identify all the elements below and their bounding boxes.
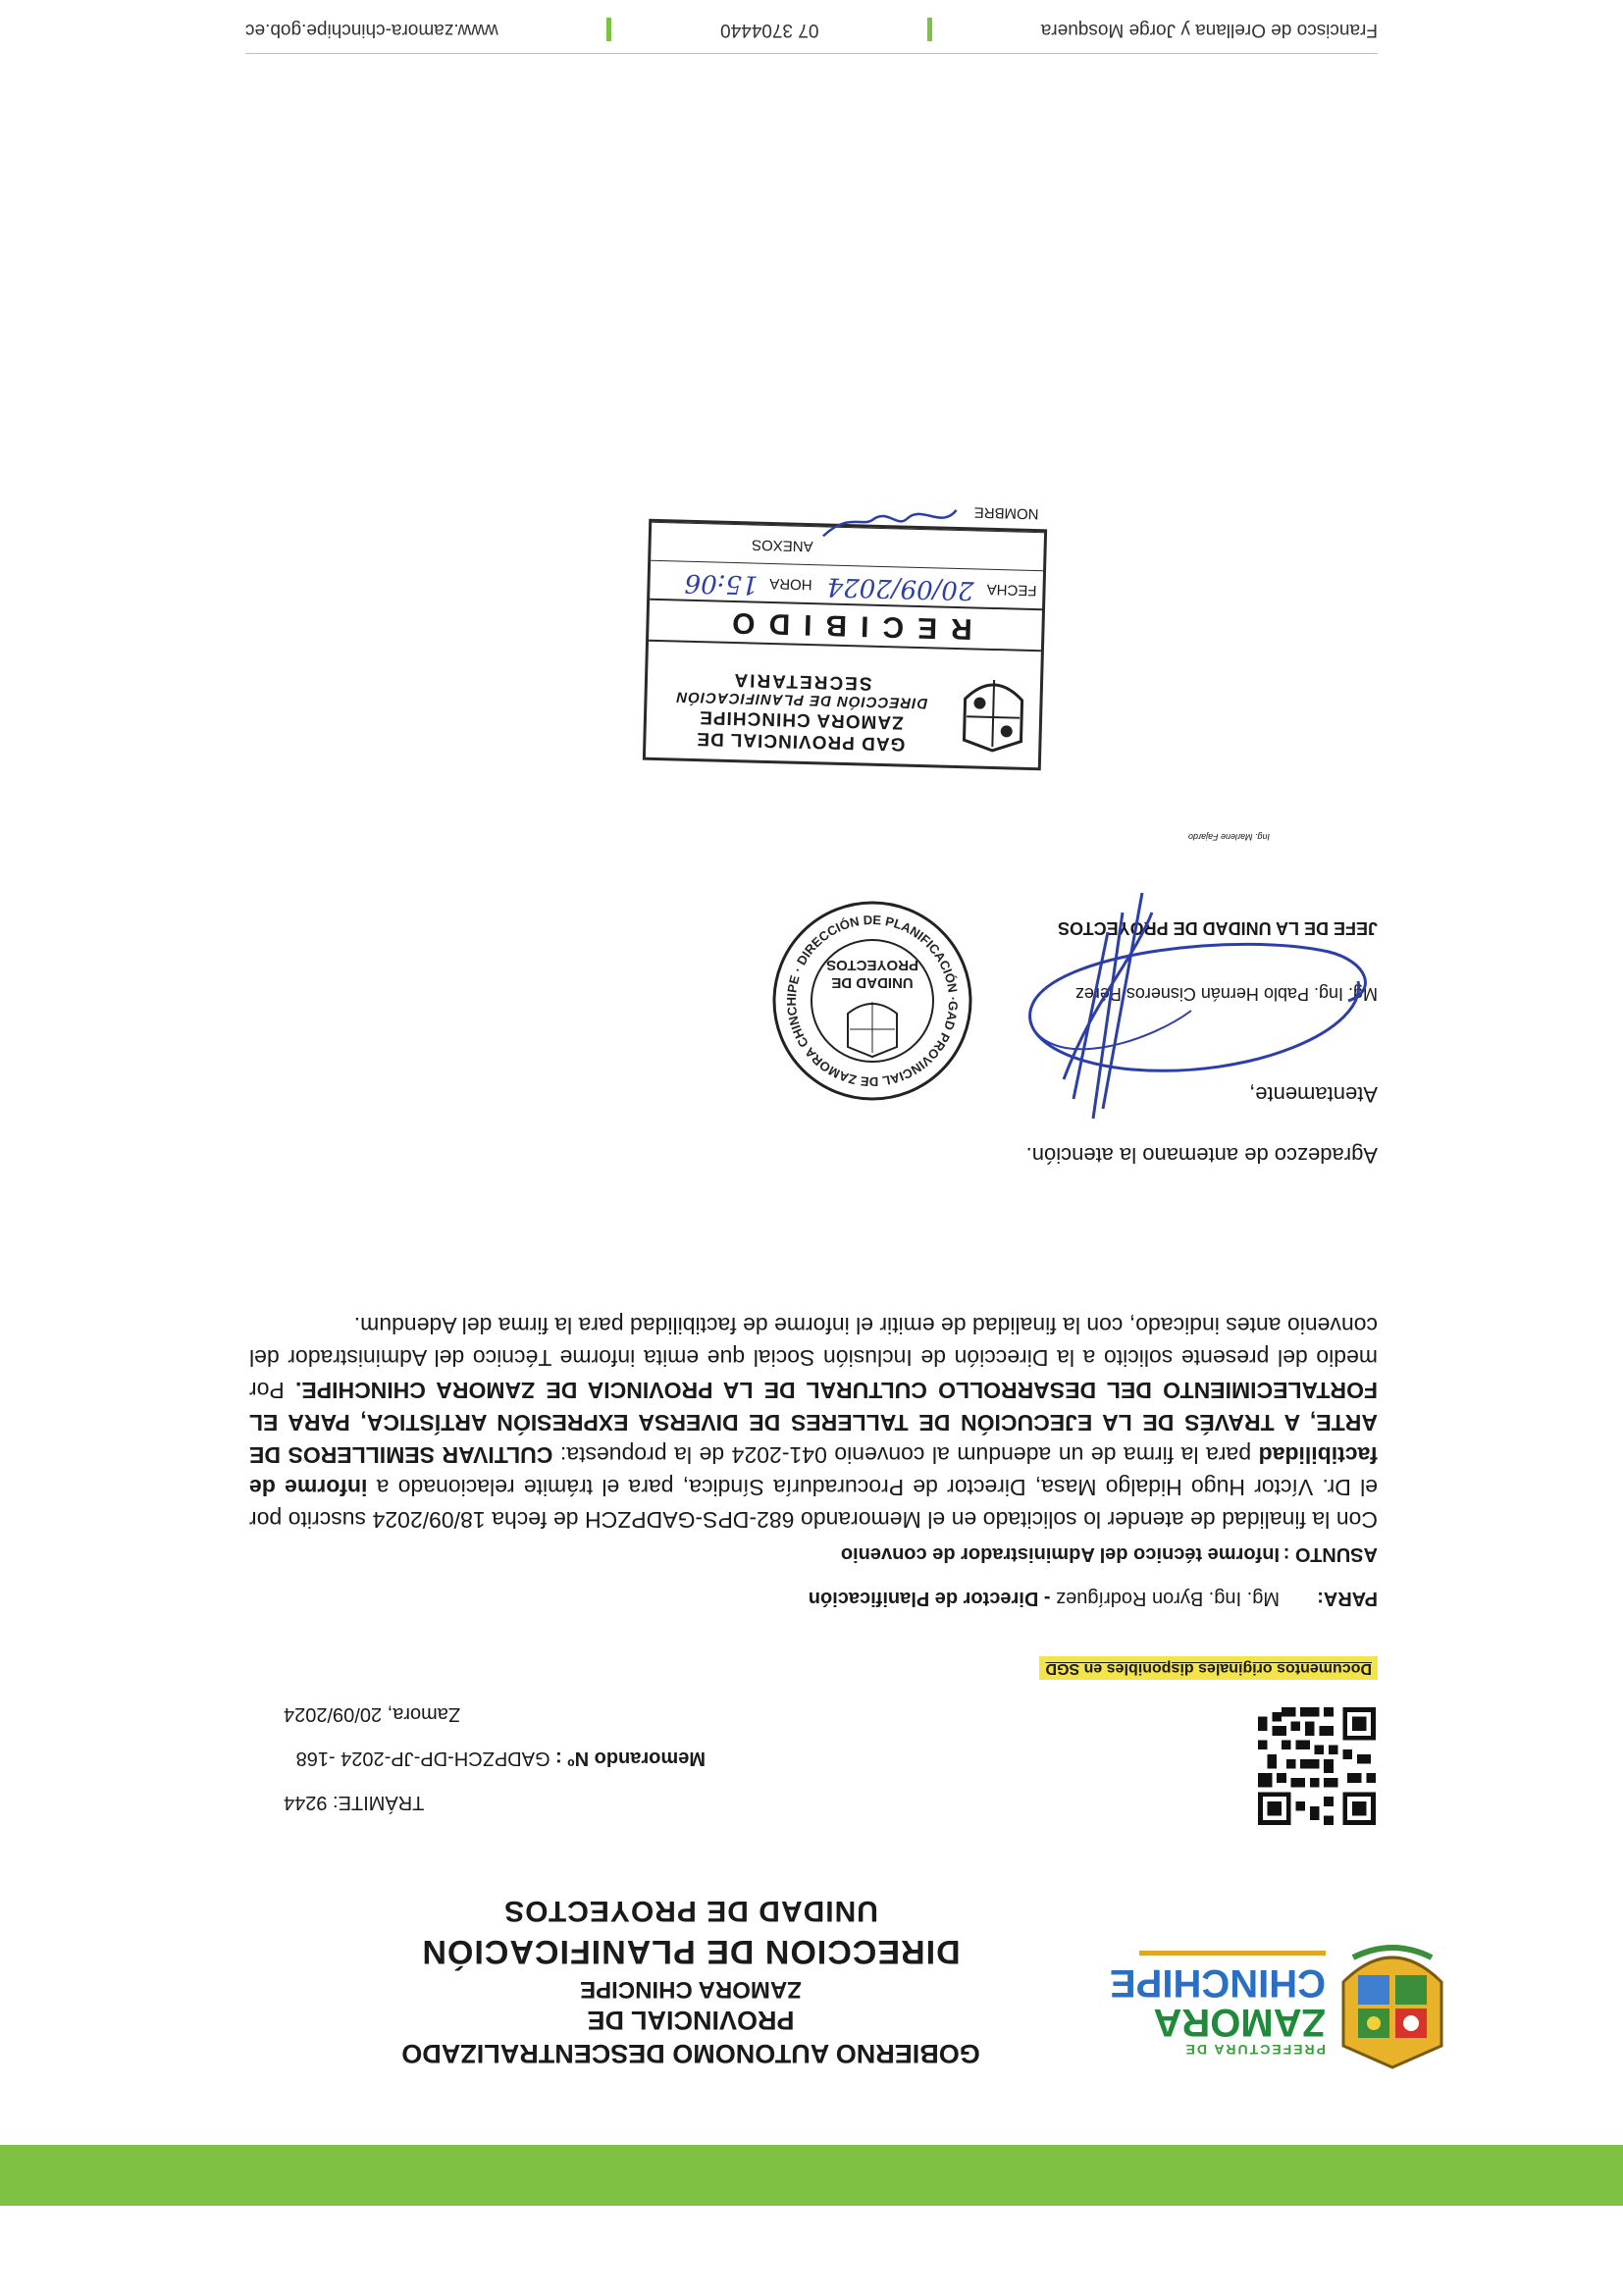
logo-rule [1139,1951,1326,1956]
footer-phone: 07 3704440 [720,20,819,40]
stamp-fecha-label: FECHA [986,580,1037,600]
body-bold-2: CULTIVAR SEMILLEROS DE ARTE, A TRAVÉS DE LA EJECUCIÓN DE TALLERES DE DIVERSA EXPRESIÓN ARTÍSTICA, PARA EL FORTALECIMIENTO DEL DESARROLLO CULTURAL DE LA PROVINCIA DE ZAMORA CHINCHIPE. [249,1378,1378,1468]
asunto-label: ASUNTO : [1283,1543,1378,1565]
qr-code-icon [1258,1707,1376,1825]
closing-thanks: Agradezco de antemano la atención. [1025,1143,1378,1168]
document-header [318,1892,1064,2070]
stamp-line-1: GAD PROVINCIAL DE [696,728,906,755]
received-stamp [643,503,1047,771]
prefectura-logo [1109,1908,1451,2075]
memo-date: Zamora, 20/09/2024 [284,1703,461,1725]
stamp-hora-value: 15:06 [684,567,759,600]
page-footer [245,18,1378,41]
signer-initials: Ing. Marlene Fajardo [1187,832,1270,842]
footer-rule [245,53,1378,54]
seal-center-2: PROYECTOS [826,957,918,973]
logo-name-2: CHINCHIPE [1109,1961,1326,2005]
footer-separator [606,18,611,41]
signer-name: Mg. Ing. Pablo Hernán Cisneros Pérez [1074,984,1378,1004]
seal-center-1: UNIDAD DE [831,974,914,991]
signer-title: JEFE DE LA UNIDAD DE PROYECTOS [1057,918,1378,938]
stamp-emblem-icon [958,667,1028,754]
body-part-2: para la firma de un adendum al convenio 041-2024 de la propuesta: [552,1442,1259,1468]
body-part-3: Por medio del presente solicito a la Dirección de Inclusión Social que emita informe Técnico del Administrador del convenio antes indicado, con la finalidad de emitir el informe de factibilidad para la firma del Adendum. [249,1313,1378,1403]
stamp-hora-label: HORA [769,574,812,594]
memo-number-row [244,1747,706,1769]
stamp-line-3: DIRECCIÓN DE PLANIFICACIÓN [675,688,928,712]
para-row [249,1587,1378,1609]
svg-text:GAD PROVINCIAL DE ZAMORA CHINC [784,913,961,1089]
handwritten-signature [975,883,1387,1138]
memo-number: GADPZCH-DP-JP-2024 -168 [295,1748,550,1769]
para-role: - Director de Planificación [808,1588,1051,1609]
stamp-receiver-signature [813,492,962,549]
stamp-line-4: SECRETARIA [732,669,872,694]
memo-meta [244,1681,706,1813]
header-green-bar [0,2145,1623,2206]
header-line-2: ZAMORA CHINCIPE [580,1976,802,2003]
footer-address: Francisco de Orellana y Jorge Mosquera [1040,20,1378,40]
body-bold-1: informe de factibilidad [249,1442,1378,1500]
logo-name-1: ZAMORA [1153,2001,1326,2044]
header-line-4: UNIDAD DE PROYECTOS [503,1895,878,1927]
originals-note: Documentos originales disponibles en SGD [1040,1656,1379,1680]
body-part-1: Con la finalidad de atender lo solicitado en el Memorando 682-DPS-GADPZCH de fecha 18/09/2024 suscrito por el Dr. Víctor Hugo Hidalgo Masa, Director de Procuraduría Síndica, para el trámite relacionado a [249,1475,1378,1533]
para-name: Mg. Ing. Byron Rodríguez [1056,1588,1280,1609]
stamp-fecha-value: 20/09/2024 [826,571,974,605]
memo-body [249,1309,1378,1536]
footer-website: www.zamora-chinchipe.gob.ec [245,20,498,40]
tramite-number: TRÁMITE: 9244 [284,1792,425,1813]
stamp-line-2: ZAMORA CHINCHIPE [699,706,904,733]
footer-separator [927,18,932,41]
header-line-1: GOBIERNO AUTONOMO DESCENTRALIZADO PROVINCIAL DE [401,2006,980,2068]
asunto-row [249,1542,1378,1565]
seal-emblem-icon [848,1002,897,1057]
stamp-anexos-label: ANEXOS [751,536,813,555]
seal-ring-text: GAD PROVINCIAL DE ZAMORA CHINCHIPE · DIRECCIÓN DE PLANIFICACIÓN · [783,912,962,1090]
unidad-proyectos-seal [769,898,975,1104]
stamp-nombre-label: NOMBRE [973,503,1039,523]
coat-of-arms-icon [1334,1928,1451,2075]
logo-top-text: PREFECTURA DE [1183,2042,1326,2058]
para-label: PARA: [1317,1588,1378,1609]
stamp-received: RECIBIDO [649,599,1042,650]
closing-regards: Atentamente, [1249,1082,1378,1107]
memo-number-label: Memorando Nº : [555,1748,706,1769]
header-line-3: DIRECCION DE PLANIFICACIÓN [421,1933,961,1970]
asunto-text: Informe técnico del Administrador de convenio [840,1543,1280,1565]
